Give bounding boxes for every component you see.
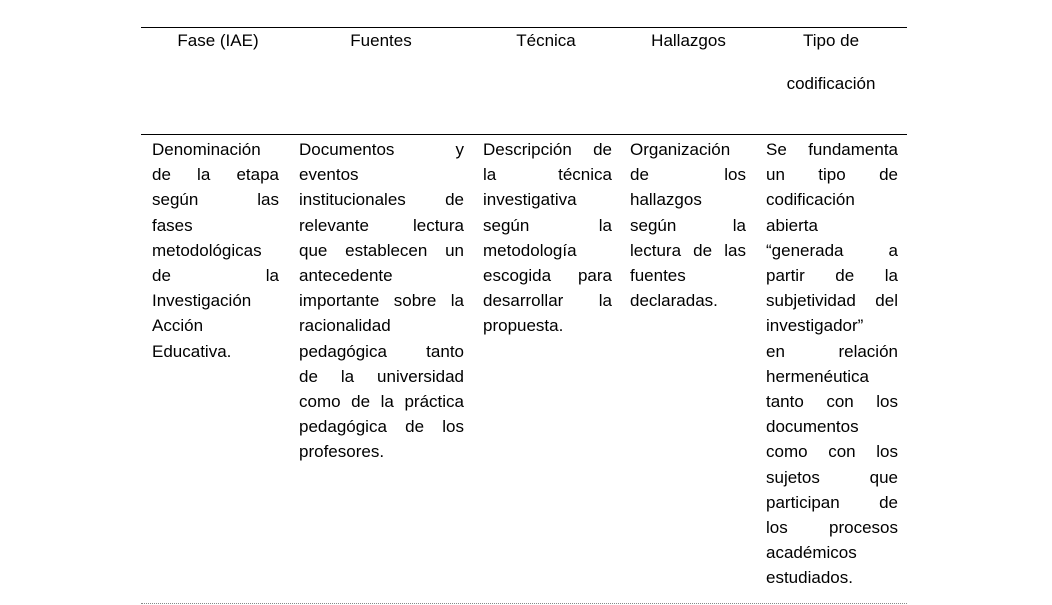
cell-line: de los bbox=[630, 165, 746, 185]
cell-line: abierta bbox=[766, 215, 818, 235]
cell-line: estudiados. bbox=[766, 568, 853, 588]
header-hallazgos: Hallazgos bbox=[651, 31, 726, 50]
cell-line: racionalidad bbox=[299, 316, 391, 336]
header-fuentes: Fuentes bbox=[350, 31, 412, 50]
cell-fuentes bbox=[299, 137, 464, 465]
cell-fase bbox=[152, 137, 279, 364]
cell-line: institucionales de bbox=[299, 190, 464, 210]
cell-line: fuentes bbox=[630, 266, 686, 286]
cell-line: hermenéutica bbox=[766, 366, 870, 386]
cell-hallazgos bbox=[630, 137, 746, 313]
cell-line: declaradas. bbox=[630, 291, 718, 311]
cell-line: documentos bbox=[766, 417, 859, 437]
cell-line: Denominación bbox=[152, 140, 261, 159]
cell-line: la técnica bbox=[483, 165, 612, 185]
cell-line: de la universidad bbox=[299, 366, 464, 386]
header-tipo-line1: Tipo de bbox=[802, 31, 860, 50]
cell-line: escogida para bbox=[483, 266, 612, 286]
cell-line: un tipo de bbox=[766, 165, 898, 185]
cell-line: Se fundamenta bbox=[766, 140, 898, 159]
cell-line: importante sobre la bbox=[299, 291, 464, 311]
cell-line: Educativa. bbox=[152, 341, 232, 361]
cell-tipo-codificacion bbox=[766, 137, 898, 591]
cell-line: pedagógica tanto bbox=[299, 341, 464, 361]
cell-line: antecedente bbox=[299, 266, 393, 286]
cell-line: codificación bbox=[766, 190, 855, 210]
cell-line: propuesta. bbox=[483, 316, 564, 336]
cell-line: Acción bbox=[152, 316, 204, 336]
cell-line: como con los bbox=[766, 442, 898, 462]
cell-line: fases bbox=[152, 215, 193, 235]
header-tipo-codificacion bbox=[771, 31, 891, 94]
cell-line: según la bbox=[483, 215, 612, 235]
cell-line: que establecen un bbox=[299, 240, 464, 260]
cell-line: según la bbox=[630, 215, 746, 235]
cell-line: de la etapa bbox=[152, 165, 279, 185]
cell-line: eventos bbox=[299, 165, 359, 185]
table-top-rule bbox=[141, 27, 907, 28]
cell-line: “generada a bbox=[766, 240, 898, 260]
cell-line: metodológicas bbox=[152, 240, 262, 260]
cell-line: lectura de las bbox=[630, 240, 746, 260]
cell-line: como de la práctica bbox=[299, 392, 464, 412]
cell-line: pedagógica de los bbox=[299, 417, 464, 437]
cell-line: los procesos bbox=[766, 518, 898, 538]
table-bottom-rule bbox=[141, 603, 907, 604]
cell-line: investigativa bbox=[483, 190, 577, 210]
header-fase: Fase (IAE) bbox=[177, 31, 259, 50]
cell-line: en relación bbox=[766, 341, 898, 361]
cell-line: profesores. bbox=[299, 442, 385, 462]
cell-line: de la bbox=[152, 266, 279, 286]
cell-line: sujetos que bbox=[766, 467, 898, 487]
cell-line: desarrollar la bbox=[483, 291, 612, 311]
header-tecnica: Técnica bbox=[516, 31, 576, 50]
cell-line: hallazgos bbox=[630, 190, 702, 210]
cell-line: relevante lectura bbox=[299, 215, 464, 235]
cell-tecnica bbox=[483, 137, 612, 339]
cell-line: Organización bbox=[630, 140, 731, 159]
cell-line: académicos bbox=[766, 543, 857, 563]
cell-line: Documentos y bbox=[299, 140, 464, 159]
header-tipo-line2: codificación bbox=[786, 74, 876, 93]
header-bottom-rule bbox=[141, 134, 907, 135]
cell-line: Descripción de bbox=[483, 140, 612, 159]
cell-line: investigador” bbox=[766, 316, 864, 336]
cell-line: según las bbox=[152, 190, 279, 210]
cell-line: tanto con los bbox=[766, 392, 898, 412]
cell-line: partir de la bbox=[766, 266, 898, 286]
cell-line: metodología bbox=[483, 240, 577, 260]
cell-line: Investigación bbox=[152, 291, 252, 311]
cell-line: participan de bbox=[766, 492, 898, 512]
cell-line: subjetividad del bbox=[766, 291, 898, 311]
